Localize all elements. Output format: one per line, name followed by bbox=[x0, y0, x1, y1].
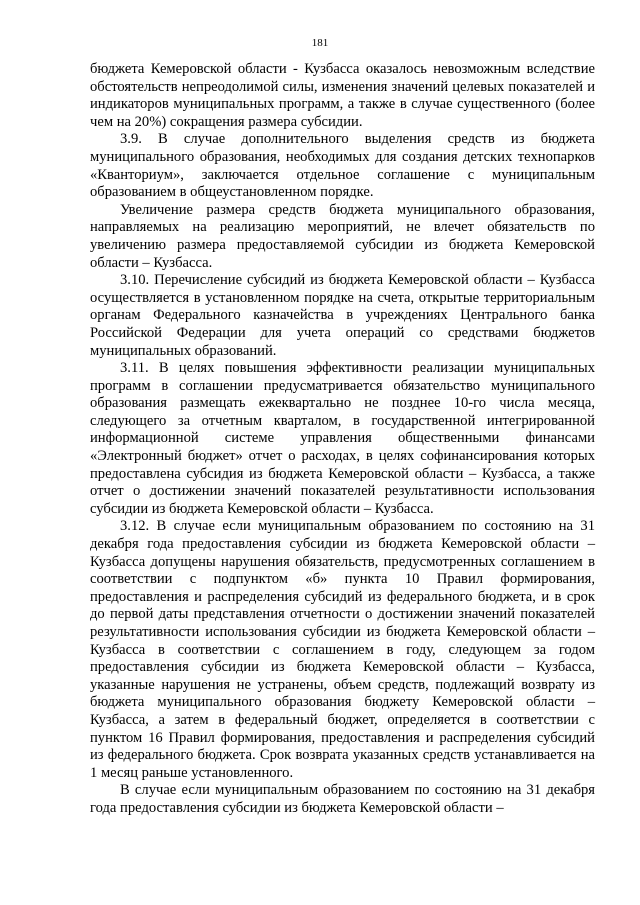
paragraph-3-10: 3.10. Перечисление субсидий из бюджета Кемеровской области – Кузбасса осуществляется в установленном порядке на счета, открытые территориальным органам Федерального казначейства в учреждениях Центрального банка Российской Федерации для учета операций со средствами бюджетов муниципальных образований. bbox=[90, 272, 595, 359]
paragraph-continuation: бюджета Кемеровской области - Кузбасса оказалось невозможным вследствие обстоятельств непреодолимой силы, изменения значений целевых показателей и индикаторов муниципальных программ, а также в случае существенного (более чем на 20%) сокращения размера субсидии. bbox=[90, 61, 595, 130]
paragraph-3-11: 3.11. В целях повышения эффективности реализации муниципальных программ в соглашении предусматривается обязательство муниципального образования размещать ежеквартально не позднее 10-го числа месяца, следующего за отчетным кварталом, в государственной интегрированной информационной системе управления общественными финансами «Электронный бюджет» отчет о расходах, в целях софинансирования которых предоставлена субсидия из бюджета Кемеровской области – Кузбасса, а также отчет о достижении значений показателей результативности использования субсидии из бюджета Кемеровской области – Кузбасса. bbox=[90, 360, 595, 517]
paragraph-3-12: 3.12. В случае если муниципальным образованием по состоянию на 31 декабря года предоставления субсидии из бюджета Кемеровской области – Кузбасса допущены нарушения обязательств, предусмотренных соглашением в соответствии с подпунктом «б» пункта 10 Правил формирования, предоставления и распределения субсидий из федерального бюджета, и в срок до первой даты представления отчетности о достижении значений показателей результативности использования субсидии из бюджета Кемеровской области – Кузбасса в соответствии с соглашением в году, следующем за годом предоставления субсидии из бюджета Кемеровской области – Кузбасса, указанные нарушения не устранены, объем средств, подлежащий возврату из бюджета муниципального образования бюджету Кемеровской области – Кузбасса, а затем в федеральный бюджет, определяется в соответствии с пунктом 16 Правил формирования, предоставления и распределения субсидий из федерального бюджета. Срок возврата указанных средств устанавливается на 1 месяц раньше установленного. bbox=[90, 518, 595, 781]
paragraph-final: В случае если муниципальным образованием по состоянию на 31 декабря года предоставления субсидии из бюджета Кемеровской области – bbox=[90, 782, 595, 816]
page-number: 181 bbox=[311, 37, 329, 49]
document-body bbox=[90, 61, 595, 818]
paragraph-3-9: 3.9. В случае дополнительного выделения средств из бюджета муниципального образования, необходимых для создания детских технопарков «Кванториум», заключается отдельное соглашение с муниципальным образованием в общеустановленном порядке. bbox=[90, 131, 595, 201]
paragraph-budget-increase: Увеличение размера средств бюджета муниципального образования, направляемых на реализацию мероприятий, не влечет обязательств по увеличению размера предоставляемой субсидии из бюджета Кемеровской области – Кузбасса. bbox=[90, 201, 595, 271]
